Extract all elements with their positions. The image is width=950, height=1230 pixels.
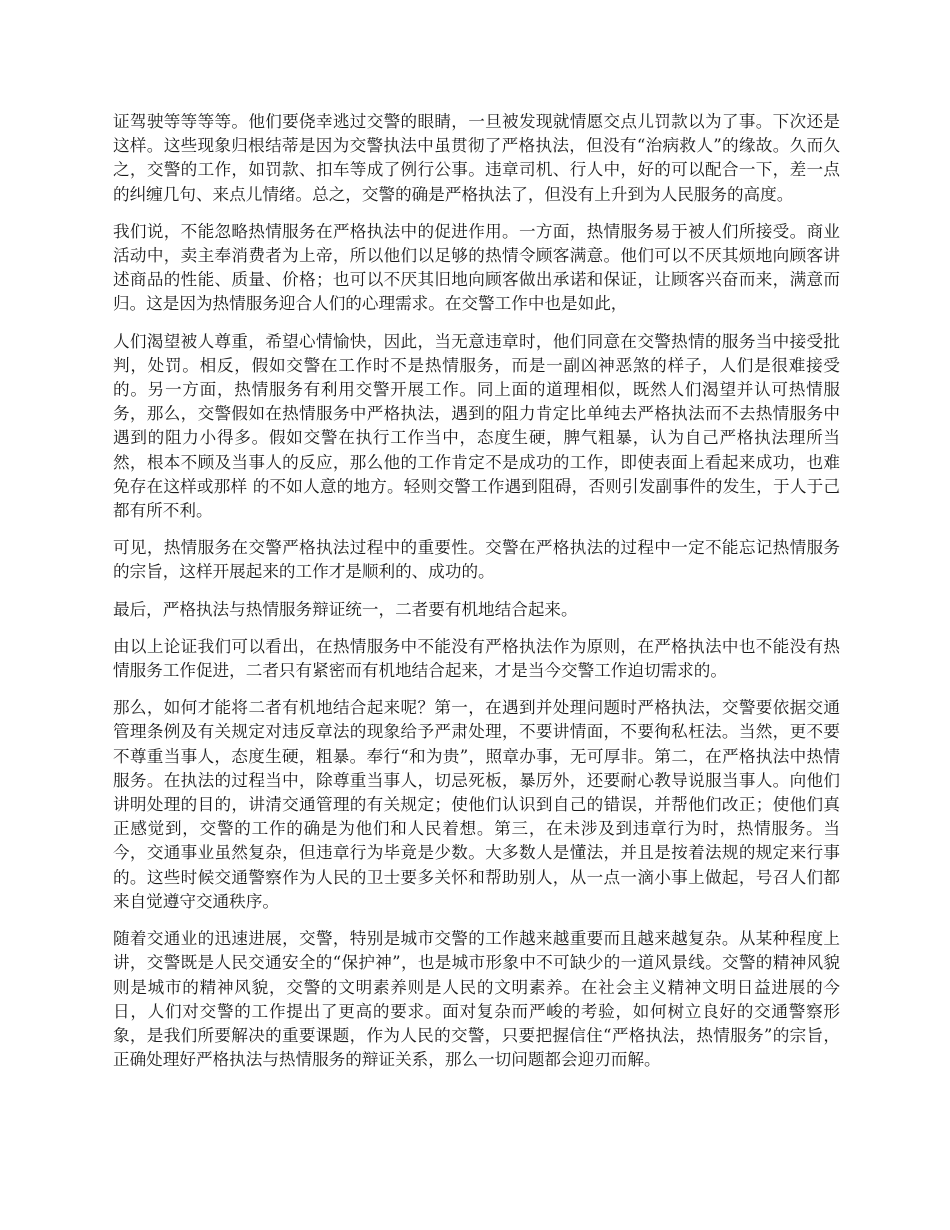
paragraph-6: 由以上论证我们可以看出，在热情服务中不能没有严格执法作为原则，在严格执法中也不能没有热情服务工作促进，二者只有紧密而有机地结合起来，才是当今交警工作迫切需求的。: [113, 636, 840, 681]
paragraph-1: 证驾驶等等等等。他们要侥幸逃过交警的眼睛，一旦被发现就情愿交点儿罚款以为了事。下次还是这样。这些现象归根结蒂是因为交警执法中虽贯彻了严格执法，但没有“治病救人”的缘故。久而久之，交警的工作，如罚款、扣车等成了例行公事。违章司机、行人中，好的可以配合一下，差一点的纠缠几句、来点儿情绪。总之，交警的确是严格执法了，但没有上升到为人民服务的高度。: [113, 112, 840, 204]
paragraph-5: 最后，严格执法与热情服务辩证统一，二者要有机地结合起来。: [113, 599, 578, 619]
paragraph-3: 人们渴望被人尊重，希望心情愉快，因此，当无意违章时，他们同意在交警热情的服务当中接受批判，处罚。相反，假如交警在工作时不是热情服务，而是一副凶神恶煞的样子，人们是很难接受的。另一方面，热情服务有利用交警开展工作。同上面的道理相似，既然人们渴望并认可热情服务，那么，交警假如在热情服务中严格执法，遇到的阻力肯定比单纯去严格执法而不去热情服务中遇到的阻力小得多。假如交警在执行工作当中，态度生硬，脾气粗暴，认为自己严格执法理所当然，根本不顾及当事人的反应，那么他的工作肯定不是成功的工作，即使表面上看起来成功，也难免存在这样或那样 的不如人意的地方。轻则交警工作遇到阻碍，否则引发副事件的发生，于人于己都有所不利。: [113, 331, 840, 521]
paragraph-8: 随着交通业的迅速进展，交警，特别是城市交警的工作越来越重要而且越来越复杂。从某种程度上讲，交警既是人民交通安全的“保护神”，也是城市形象中不可缺少的一道风景线。交警的精神风貌则是城市的精神风貌，交警的文明素养则是人民的文明素养。在社会主义精神文明日益进展的今日，人们对交警的工作提出了更高的要求。面对复杂而严峻的考验，如何树立良好的交通警察形象，是我们所要解决的重要课题，作为人民的交警，只要把握信住“严格执法，热情服务”的宗旨，正确处理好严格执法与热情服务的辩证关系，那么一切问题都会迎刃而解。: [113, 929, 840, 1070]
paragraph-4: 可见，热情服务在交警严格执法过程中的重要性。交警在严格执法的过程中一定不能忘记热情服务的宗旨，这样开展起来的工作才是顺利的、成功的。: [113, 538, 840, 582]
paragraph-7: 那么，如何才能将二者有机地结合起来呢？第一，在遇到并处理问题时严格执法，交警要依据交通管理条例及有关规定对违反章法的现象给予严肃处理，不要讲情面，不要徇私枉法。当然，更不要不尊重当事人，态度生硬，粗暴。奉行“和为贵”，照章办事，无可厚非。第二，在严格执法中热情服务。在执法的过程当中，除尊重当事人，切忌死板，暴厉外，还要耐心教导说服当事人。向他们讲明处理的目的，讲清交通管理的有关规定；使他们认识到自己的错误，并帮他们改正；使他们真正感觉到，交警的工作的确是为他们和人民着想。第三，在未涉及到违章行为时，热情服务。当今，交通事业虽然复杂，但违章行为毕竟是少数。大多数人是懂法，并且是按着法规的规定来行事的。这些时候交通警察作为人民的卫士要多关怀和帮助别人，从一点一滴小事上做起，号召人们都来自觉遵守交通秩序。: [113, 698, 840, 911]
paragraph-2: 我们说，不能忽略热情服务在严格执法中的促进作用。一方面，热情服务易于被人们所接受。商业活动中，卖主奉消费者为上帝，所以他们以足够的热情令顾客满意。他们可以不厌其烦地向顾客讲述商品的性能、质量、价格；也可以不厌其旧地向顾客做出承诺和保证，让顾客兴奋而来，满意而归。这是因为热情服务迎合人们的心理需求。在交警工作中也是如此，: [113, 221, 840, 314]
document-body: [113, 110, 840, 1085]
